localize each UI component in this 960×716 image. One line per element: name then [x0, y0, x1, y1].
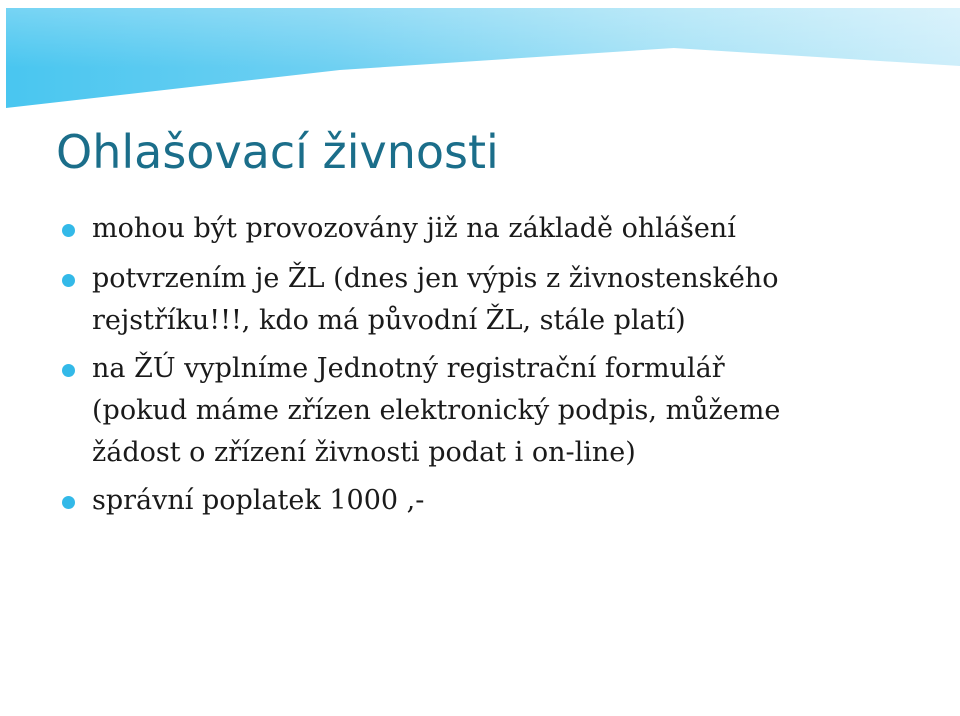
slide-title: Ohlašovací živnosti [56, 125, 499, 179]
bullet-line: rejstříku!!!, kdo má původní ŽL, stále platí) [92, 305, 686, 336]
bullet-text [92, 480, 424, 522]
bullet-dot-icon [62, 274, 75, 287]
bullet-text [92, 258, 778, 342]
bullet-text [92, 208, 736, 250]
bullet-dot-icon [62, 224, 75, 237]
bullet-dot-icon [62, 496, 75, 509]
bullet-line: na ŽÚ vyplníme Jednotný registrační formulář [92, 353, 725, 384]
bullet-line: mohou být provozovány již na základě ohlášení [92, 213, 736, 244]
bullet-dot-icon [62, 364, 75, 377]
bullet-text [92, 348, 780, 474]
bullet-line: správní poplatek 1000 ,- [92, 485, 425, 516]
bullet-line: potvrzením je ŽL (dnes jen výpis z živnostenského [92, 263, 779, 294]
bullet-line: žádost o zřízení živnosti podat i on-line) [92, 437, 636, 468]
bullet-line: (pokud máme zřízen elektronický podpis, můžeme [92, 395, 781, 426]
